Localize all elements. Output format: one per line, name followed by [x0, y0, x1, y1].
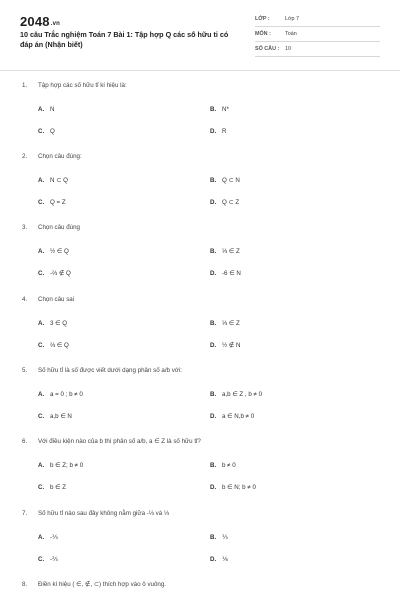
- option-c[interactable]: C. b ∈ Z: [38, 484, 67, 491]
- option-b[interactable]: B. ⅓ ∈ Z: [210, 248, 240, 255]
- option-b[interactable]: B. b ≠ 0: [210, 462, 236, 469]
- option-c[interactable]: C. ⅔ ∈ Q: [38, 342, 69, 349]
- option-d[interactable]: D. a ∈ N,b ≠ 0: [210, 413, 255, 420]
- meta-subject: MÔN : Toán: [255, 28, 380, 42]
- option-d[interactable]: D. -6 ∈ N: [210, 270, 241, 277]
- header-divider: [0, 70, 400, 71]
- question-text: Số hữu tỉ nào sau đây không nằm giữa -⅓ và ⅓: [38, 510, 170, 517]
- option-a[interactable]: A. 3 ∈ Q: [38, 320, 68, 327]
- option-d[interactable]: D. b ∈ N; b ≠ 0: [210, 484, 256, 491]
- question-text: Chọn câu sai: [38, 296, 75, 303]
- option-a[interactable]: A. -⅕: [38, 534, 59, 541]
- option-d[interactable]: D. ⅙: [210, 556, 228, 563]
- option-b[interactable]: B. ⅓ ∈ Z: [210, 320, 240, 327]
- option-c[interactable]: C. Q: [38, 128, 55, 135]
- document-title: 10 câu Trắc nghiệm Toán 7 Bài 1: Tập hợp Q các số hữu tỉ có đáp án (Nhận biết): [20, 30, 229, 49]
- document-header: [0, 0, 400, 72]
- option-a[interactable]: A. b ∈ Z; b ≠ 0: [38, 462, 84, 469]
- option-b[interactable]: B. a,b ∈ Z , b ≠ 0: [210, 391, 263, 398]
- question-text: Chọn câu đúng: [38, 224, 80, 231]
- option-a[interactable]: A. N: [38, 106, 55, 113]
- option-a[interactable]: A. a = 0 ; b ≠ 0: [38, 391, 83, 398]
- option-b[interactable]: B. N*: [210, 106, 229, 113]
- meta-question-count: SỐ CÂU : 10: [255, 43, 380, 57]
- option-d[interactable]: D. ½ ∉ N: [210, 342, 241, 349]
- option-a[interactable]: A. N ⊂ Q: [38, 177, 68, 184]
- document-meta: [255, 13, 380, 58]
- option-a[interactable]: A. ½ ∈ Q: [38, 248, 69, 255]
- site-logo[interactable]: 2048.vn: [20, 14, 61, 29]
- option-d[interactable]: D. R: [210, 128, 227, 135]
- question-text: Số hữu tỉ là số được viết dưới dạng phân số a/b với:: [38, 367, 182, 374]
- option-c[interactable]: C. Q = Z: [38, 199, 66, 206]
- option-d[interactable]: D. Q ⊂ Z: [210, 199, 240, 206]
- option-c[interactable]: C. a,b ∈ N: [38, 413, 72, 420]
- option-c[interactable]: C. -⅖: [38, 556, 59, 563]
- question-text: Với điều kiện nào của b thì phân số a/b, a ∈ Z là số hữu tỉ?: [38, 438, 201, 445]
- question-text: Điền kí hiệu ( ∈, ∉, ⊂) thích hợp vào ô vuông.: [38, 581, 167, 588]
- option-c[interactable]: C. -⅔ ∉ Q: [38, 270, 71, 277]
- option-b[interactable]: B. Q ⊂ N: [210, 177, 240, 184]
- option-b[interactable]: B. ⅕: [210, 534, 228, 541]
- question-text: Tập hợp các số hữu tỉ kí hiệu là:: [38, 82, 127, 89]
- question-text: Chọn câu đúng:: [38, 153, 82, 160]
- meta-class: LỚP : Lớp 7: [255, 13, 380, 27]
